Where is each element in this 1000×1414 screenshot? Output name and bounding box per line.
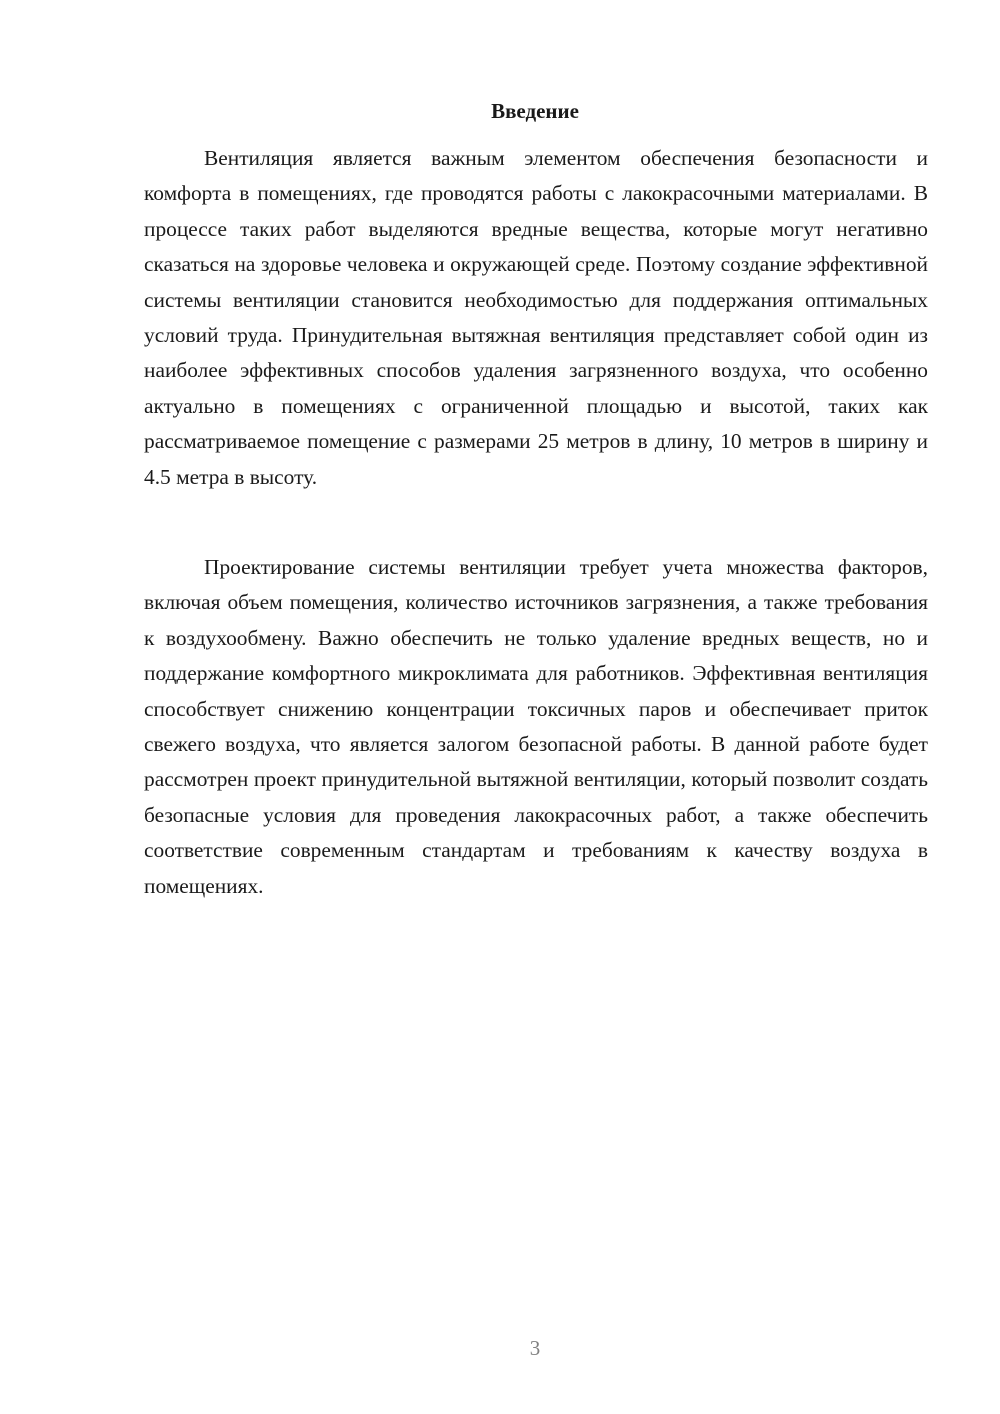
paragraph-1: Вентиляция является важным элементом обеспечения безопасности и комфорта в помещениях, где проводятся работы с лакокрасочными материалами. В процессе таких работ выделяются вредные вещества, которые могут негативно сказаться на здоровье человека и окружающей среде. Поэтому создание эффективной системы вентиляции становится необходимостью для поддержания оптимальных условий труда. Принудительная вытяжная вентиляция представляет собой один из наиболее эффективных способов удаления загрязненного воздуха, что особенно актуально в помещениях с ограниченной площадью и высотой, таких как рассматриваемое помещение с размерами 25 метров в длину, 10 метров в ширину и 4.5 метра в высоту. — [144, 146, 928, 489]
section-heading: Введение — [491, 99, 579, 123]
page-number: 3 — [529, 1336, 541, 1360]
paragraph-2: Проектирование системы вентиляции требует учета множества факторов, включая объем помещения, количество источников загрязнения, а также требования к воздухообмену. Важно обеспечить не только удаление вредных веществ, но и поддержание комфортного микроклимата для работников. Эффективная вентиляция способствует снижению концентрации токсичных паров и обеспечивает приток свежего воздуха, что является залогом безопасной работы. В данной работе будет рассмотрен проект принудительной вытяжной вентиляции, который позволит создать безопасные условия для проведения лакокрасочных работ, а также обеспечить соответствие современным стандартам и требованиям к качеству воздуха в помещениях. — [144, 555, 928, 898]
